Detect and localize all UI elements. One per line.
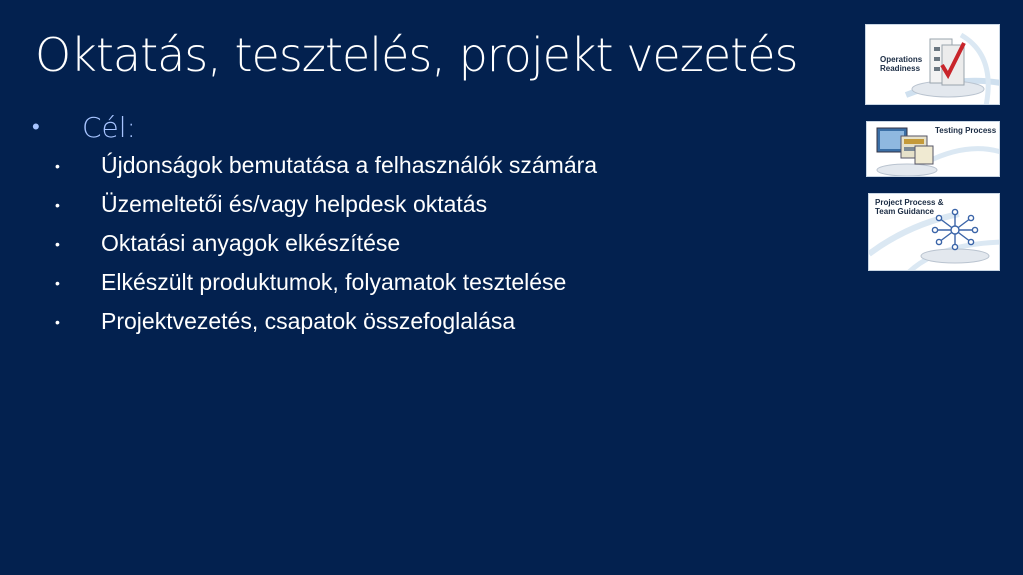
caption-line: Readiness <box>880 64 921 73</box>
goal-list <box>0 150 760 345</box>
thumbnail-caption <box>935 126 996 135</box>
list-item-text: Projektvezetés, csapatok összefoglalása <box>101 308 516 334</box>
list-item <box>0 189 760 228</box>
slide-title: Oktatás, tesztelés, projekt vezetés <box>35 28 798 82</box>
thumbnail-caption <box>875 198 943 216</box>
caption-line: Testing Process <box>935 126 997 135</box>
list-item <box>0 228 760 267</box>
caption-line: Operations <box>880 55 923 64</box>
list-item <box>0 306 760 345</box>
list-item <box>0 150 760 189</box>
bullet: • <box>55 314 60 330</box>
testing-process-thumbnail <box>866 121 1000 177</box>
list-item-text: Oktatási anyagok elkészítése <box>101 230 401 256</box>
bullet: • <box>55 236 60 252</box>
caption-line: Project Process & <box>875 198 944 207</box>
bullet: • <box>55 197 60 213</box>
project-process-thumbnail <box>868 193 1000 271</box>
bullet: • <box>55 275 60 291</box>
list-item-text: Elkészült produktumok, folyamatok tesztelése <box>101 269 567 295</box>
thumbnail-caption <box>880 55 922 73</box>
goal-label: Cél: <box>82 111 136 144</box>
bullet: • <box>32 115 40 140</box>
list-item-text: Újdonságok bemutatása a felhasználók számára <box>101 152 598 178</box>
caption-line: Team Guidance <box>875 207 934 216</box>
list-item-text: Üzemeltetői és/vagy helpdesk oktatás <box>101 191 488 217</box>
list-item <box>0 267 760 306</box>
operations-readiness-thumbnail <box>865 24 1000 105</box>
bullet: • <box>55 158 60 174</box>
